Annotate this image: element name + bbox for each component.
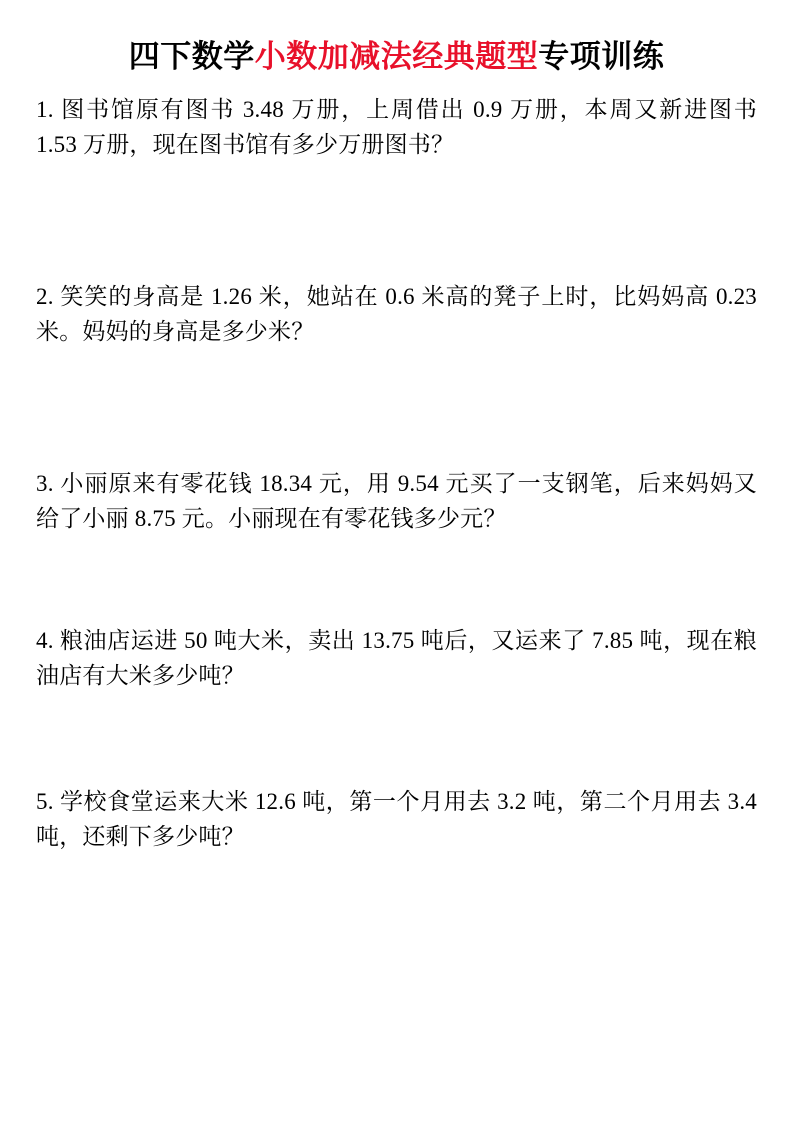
problem-list — [36, 93, 757, 854]
answer-space-2 — [36, 349, 757, 467]
answer-space-4 — [36, 693, 757, 785]
problem-item-2 — [36, 280, 757, 349]
page-title — [36, 38, 757, 75]
problem-item-4 — [36, 624, 757, 693]
title-segment-prefix: 四下数学 — [128, 39, 255, 74]
title-segment-suffix: 专项训练 — [538, 39, 665, 74]
problem-text: 2. 笑笑的身高是 1.26 米，她站在 0.6 米高的凳子上时，比妈妈高 0.23 米。妈妈的身高是多少米？ — [36, 284, 757, 344]
problem-text: 4. 粮油店运进 50 吨大米，卖出 13.75 吨后，又运来了 7.85 吨，现在粮油店有大米多少吨？ — [36, 628, 757, 688]
title-segment-highlight: 小数加减法经典题型 — [254, 39, 539, 74]
problem-item-5 — [36, 785, 757, 854]
problem-text: 3. 小丽原来有零花钱 18.34 元，用 9.54 元买了一支钢笔，后来妈妈又给了小丽 8.75 元。小丽现在有零花钱多少元？ — [36, 471, 757, 531]
answer-space-3 — [36, 536, 757, 624]
problem-text: 1. 图书馆原有图书 3.48 万册，上周借出 0.9 万册，本周又新进图书 1.53 万册，现在图书馆有多少万册图书？ — [36, 97, 757, 157]
answer-space-1 — [36, 162, 757, 280]
problem-text: 5. 学校食堂运来大米 12.6 吨，第一个月用去 3.2 吨，第二个月用去 3.4 吨，还剩下多少吨？ — [36, 789, 757, 849]
problem-item-3 — [36, 467, 757, 536]
problem-item-1 — [36, 93, 757, 162]
